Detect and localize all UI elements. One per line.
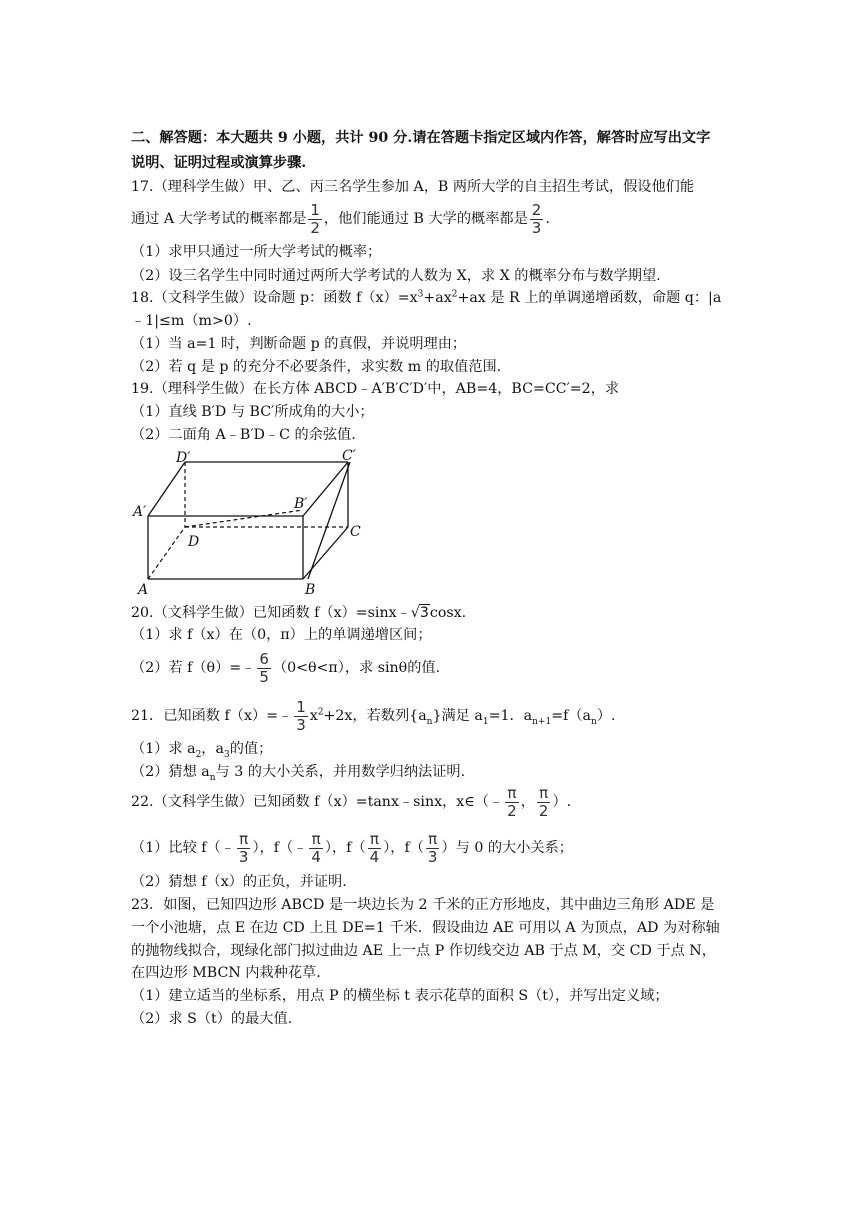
q17-stem-line-1: 17.（理科学生做）甲、乙、丙三名学生参加 A，B 两所大学的自主招生考试，假设他们能 — [131, 179, 695, 195]
sqrt-three: √3 — [410, 605, 429, 621]
fraction-six-fifths: $\frac{6}{5}$ — [259, 649, 269, 686]
q23-part-1: （1）建立适当的坐标系，用点 P 的横坐标 t 表示花草的面积 S（t），并写出定义域； — [131, 988, 669, 1004]
q19-stem: 19.（理科学生做）在长方体 ABCD﹣A′B′C′D′中，AB=4，BC=CC′=2，求 — [131, 381, 620, 397]
fraction-pi-over-3: $\frac{\pi}{3}$ — [238, 829, 249, 866]
label-d-prime: D′ — [176, 450, 191, 466]
label-c-prime: C′ — [342, 448, 356, 464]
label-b-prime: B′ — [294, 496, 308, 512]
q18-stem-line-1: 18.（文科学生做）设命题 p：函数 $f(x)=x^3+ax^2+ax$ 是 R 上的单调递增函数，命题 q：|a — [131, 289, 722, 306]
q23-stem-line-1: 23．如图，已知四边形 ABCD 是一块边长为 2 千米的正方形地皮，其中曲边三角形 ADE 是 — [131, 897, 715, 913]
q23-stem-line-4: 在四边形 MBCN 内栽种花草. — [131, 965, 321, 981]
q23-stem-line-2: 一个小池塘，点 E 在边 CD 上且 DE=1 千米．假设曲边 AE 可用以 A 为顶点，AD 为对称轴 — [131, 920, 720, 936]
q17-part-1: （1）求甲只通过一所大学考试的概率； — [131, 244, 382, 260]
q21-part-2: （2）猜想 $a_n$与 3 的大小关系，并用数学归纳法证明. — [131, 764, 466, 783]
label-d: D — [188, 534, 200, 550]
fraction-pi-over-4: $\frac{\pi}{4}$ — [311, 829, 321, 866]
fraction-pi-over-2: $\frac{\pi}{2}$ — [507, 783, 517, 820]
label-b: B — [305, 582, 316, 598]
cuboid-figure — [130, 442, 370, 600]
fraction-pi-over-2: $\frac{\pi}{2}$ — [538, 783, 549, 820]
q23-part-2: （2）求 S（t）的最大值. — [131, 1011, 293, 1027]
q17-stem-line-2: 通过 A 大学考试的概率都是 $\frac{1}{2}$ ，他们能通过 B 大学的概率都是 $\frac{2}{3}$ . — [131, 200, 550, 237]
fraction-pi-over-3: $\frac{\pi}{3}$ — [427, 829, 438, 866]
q22-part-1: （1）比较 f（﹣ $\frac{\pi}{3}$ ），f（﹣ $\frac{\pi}{4}$ ），f（ $\frac{\pi}{4}$ ），f（ $\frac{\pi}{3}$ ）与 0 的大小关系； — [131, 829, 573, 866]
q18-stem-line-2: ﹣1|≤m（m>0）. — [131, 313, 252, 329]
label-a: A — [138, 582, 149, 598]
q21-stem: 21．已知函数 f（x）=﹣ $\frac{1}{3}$ $x^2+2x$，若数列$\{a_n\}$满足 $a_1=1$．$a_{n+1}=f(a_n)$. — [131, 697, 616, 734]
fraction-pi-over-4: $\frac{\pi}{4}$ — [369, 829, 380, 866]
fraction-one-half: $\frac{1}{2}$ — [310, 200, 320, 237]
label-a-prime: A′ — [133, 504, 147, 520]
fraction-two-thirds: $\frac{2}{3}$ — [531, 200, 542, 237]
q17-part-2: （2）设三名学生中同时通过两所大学考试的人数为 X，求 X 的概率分布与数学期望. — [131, 268, 661, 284]
q18-part-2: （2）若 q 是 p 的充分不必要条件，求实数 m 的取值范围. — [131, 359, 502, 375]
q18-part-1: （1）当 a=1 时，判断命题 p 的真假，并说明理由； — [131, 336, 467, 352]
q22-part-2: （2）猜想 f（x）的正负，并证明. — [131, 874, 347, 890]
section-header-line-1: 二、解答题：本大题共 9 小题，共计 90 分.请在答题卡指定区域内作答，解答时应写出文字 — [131, 130, 711, 146]
label-c: C — [350, 524, 361, 540]
fraction-one-third: $\frac{1}{3}$ — [296, 697, 306, 734]
q20-stem: 20.（文科学生做）已知函数 f（x）=sinx﹣√3cosx. — [131, 605, 467, 621]
q20-part-1: （1）求 f（x）在（0，π）上的单调递增区间； — [131, 627, 432, 643]
q19-part-2: （2）二面角 A﹣B′D﹣C 的余弦值. — [131, 427, 356, 443]
q21-part-1: （1）求 $a_2$，$a_3$的值； — [131, 741, 273, 760]
q22-stem: 22.（文科学生做）已知函数 f（x）=tanx﹣sinx，x∈（﹣ $\frac{\pi}{2}$ ， $\frac{\pi}{2}$ ）. — [131, 783, 572, 820]
q20-part-2: （2）若 f（θ）=﹣ $\frac{6}{5}$ （0<θ<π），求 sinθ的值. — [131, 649, 441, 686]
section-header-line-2: 说明、证明过程或演算步骤. — [131, 155, 307, 171]
q23-stem-line-3: 的抛物线拟合，现绿化部门拟过曲边 AE 上一点 P 作切线交边 AB 于点 M，交 CD 于点 N， — [131, 943, 716, 959]
q19-part-1: （1）直线 B′D 与 BC′所成角的大小； — [131, 404, 374, 420]
